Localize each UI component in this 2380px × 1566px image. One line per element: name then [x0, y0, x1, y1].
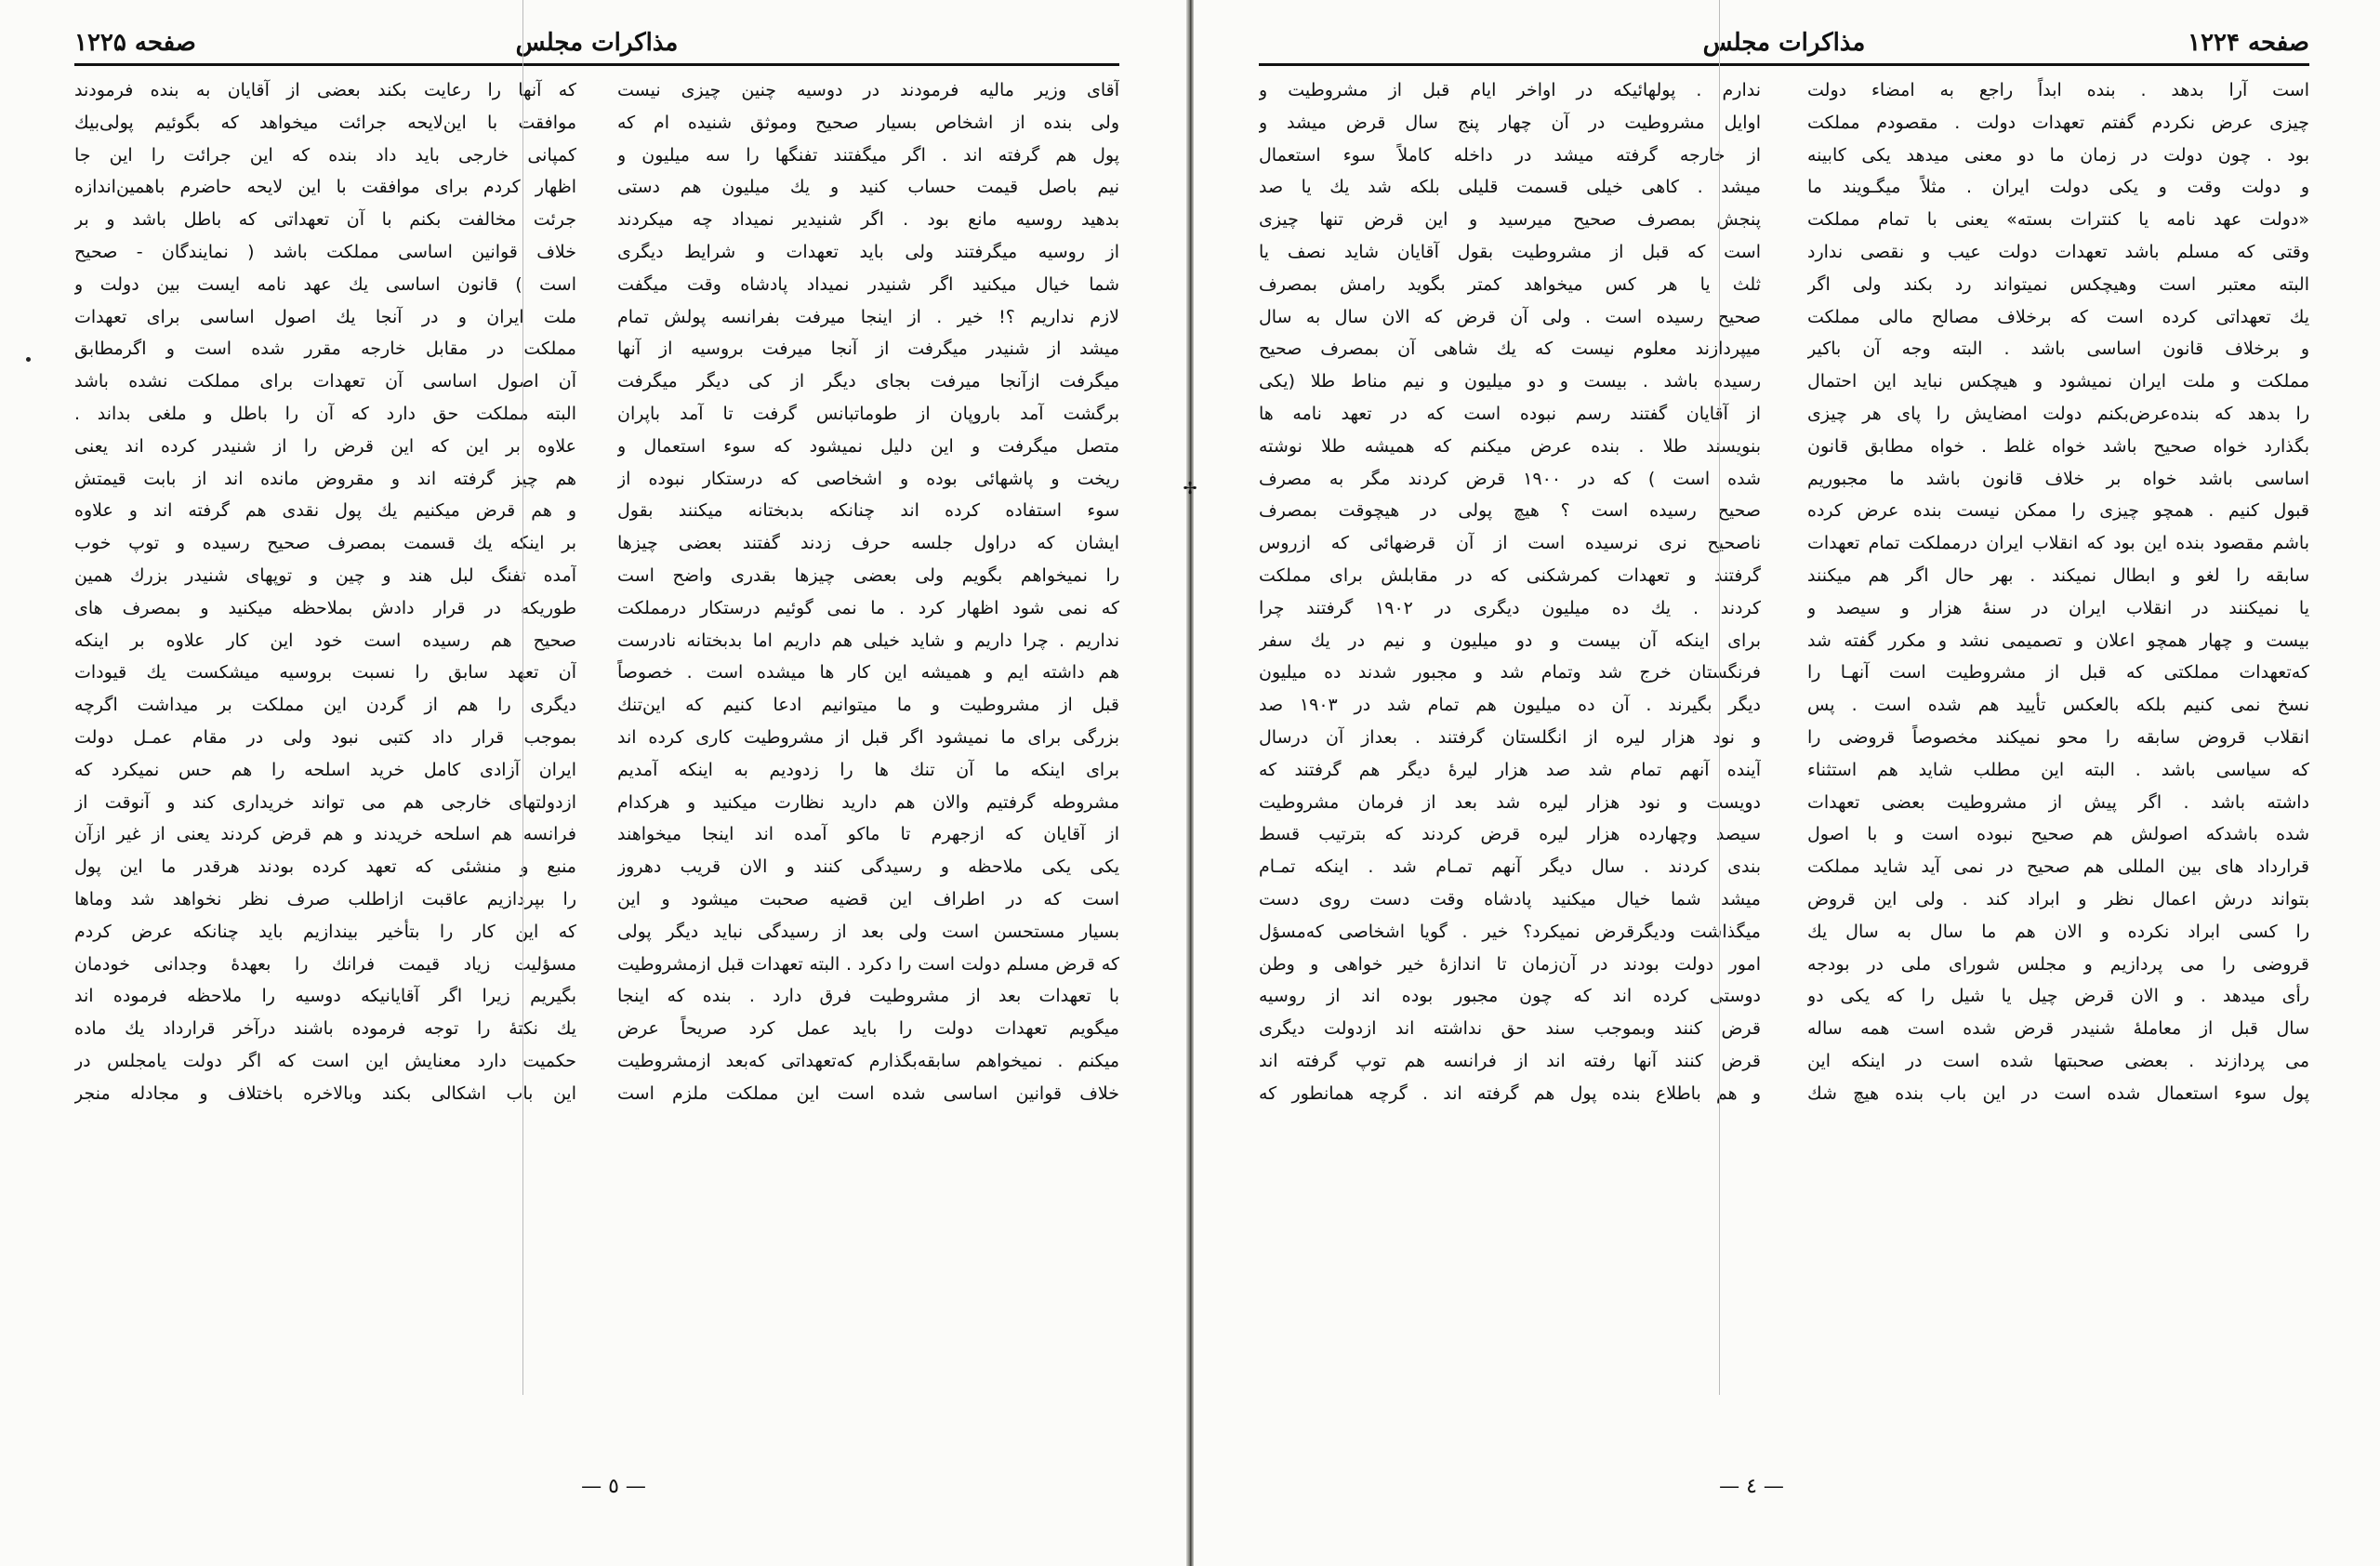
- text-line: سابقه را لغو و ابطال نمیکند . بهر حال اگر هم میکنند: [1807, 564, 2309, 586]
- left-page-running-title: مذاکرات مجلس: [515, 29, 679, 57]
- text-line: که نمی شود اظهار کرد . ما نمی گوئیم درستکار درمملکت: [617, 597, 1119, 618]
- text-line: امور دولت بودند در آن‌زمان تا اندازهٔ خیر خواهی و وطن: [1259, 953, 1761, 975]
- text-line: هم چیز گرفته اند و مقروض مانده اند از بابت قیمتش: [74, 468, 576, 489]
- text-line: میشد از شنیدر میگرفت از آنجا میرفت بروسیه از آنها: [617, 338, 1119, 360]
- text-line: قرض کنند آنها رفته اند از فرانسه هم توپ گرفته اند: [1259, 1050, 1761, 1071]
- text-line: و هم باطلاع بنده پول هم گرفته اند . گرچه همانطور که: [1259, 1082, 1761, 1104]
- text-line: ازدولتهای خارجی هم می تواند خریداری کند و آنوقت از: [74, 791, 576, 813]
- text-line: کمپانی خارجی باید داد بنده که این جرائت را این جا: [74, 144, 576, 166]
- text-line: دوستی کرده اند که چون مجبور بوده اند از روسیه: [1259, 986, 1761, 1007]
- text-line: و هم قرض میکنیم یك پول نقدی هم گرفته اند و علاوه: [74, 500, 576, 522]
- right-page-column-right: [1807, 74, 2309, 1469]
- text-line: که‌تعهدات مملکتی که قبل از مشروطیت است آنهـا را: [1807, 662, 2309, 683]
- text-line: است که قبل از مشروطیت بقول آقایان شاید نصف یا: [1259, 241, 1761, 262]
- right-page-header-rule: [1259, 63, 2309, 66]
- text-line: از آقایان که ازجهرم تا ماکو آمده اند اینجا میخواهند: [617, 824, 1119, 845]
- text-line: نسخ نمی کنیم بلکه بالعکس تأیید هم شده است . پس: [1807, 695, 2309, 716]
- text-line: گرفتند و تعهدات کمرشکنی که در مقابلش برای مملکت: [1259, 564, 1761, 586]
- left-page-footer-number: — ٥ —: [581, 1475, 646, 1498]
- text-line: قبل از مشروطیت و ما میتوانیم ادعا کنیم که این‌تنك: [617, 695, 1119, 716]
- text-line: میشد . کاهی خیلی قسمت قلیلی بلکه شد یك یا صد: [1259, 177, 1761, 198]
- text-line: ایران آزادی کامل خرید اسلحه را هم حس نمیکرد که: [74, 759, 576, 780]
- text-line: و نود هزار لیره از انگلستان گرفتند . بعداز آن درسال: [1259, 726, 1761, 748]
- text-line: آینده آنهم تمام شد صد هزار لیرهٔ دیگر هم گرفتند که: [1259, 759, 1761, 780]
- text-line: صحیح هم رسیده است خود این کار علاوه بر اینکه: [74, 630, 576, 651]
- text-line: بگیریم زیرا اگر آقایانیکه دوسیه را ملاحظه فرموده اند: [74, 986, 576, 1007]
- text-line: مشروطه گرفتیم والان هم دارید نظارت میکنید و هرکدام: [617, 791, 1119, 813]
- text-line: شما خیال میکنید اگر شنیدر نمیداد پادشاه وقت میگفت: [617, 273, 1119, 295]
- text-line: میگویم تعهدات دولت را باید عمل کرد صریحاً عرض: [617, 1018, 1119, 1040]
- text-line: آقای وزیر مالیه فرمودند در دوسیه چنین چیزی نیست: [617, 80, 1119, 100]
- text-line: که قرض مسلم دولت است را دکرد . البته تعهدات قبل ازمشروطیت: [617, 953, 1119, 975]
- text-line: موافقت با این‌لایحه جرائت میخواهد که بگوئیم پولی‌بیك: [74, 112, 576, 133]
- gutter-binding-mark: ✢: [1183, 479, 1197, 498]
- text-line: میگرفت ازآنجا میرفت بجای دیگر از کی دیگر میگرفت: [617, 371, 1119, 392]
- right-page-footer-number: — ٤ —: [1719, 1475, 1784, 1498]
- right-page-columns: [1259, 74, 2309, 1469]
- text-line: باشم مقصود بنده این بود که انقلاب ایران درمملکت تمام تعهدات: [1807, 533, 2309, 554]
- text-line: یك نکتهٔ را توجه فرموده باشند درآخر قرارداد یك ماده: [74, 1018, 576, 1040]
- left-page-column-left-text: [74, 74, 576, 1110]
- text-line: بندی کردند . سال دیگر آنهم تمـام شد . اینکه تمـام: [1259, 856, 1761, 878]
- text-line: اظهار کردم برای موافقت با این لایحه حاضرم باهمین‌اندازه: [74, 177, 576, 198]
- text-line: پول سوء استعمال شده است در این باب بنده هیچ شك: [1807, 1082, 2309, 1104]
- text-line: صحیح رسیده است ؟ هیچ پولی در هیچوقت بمصرف: [1259, 500, 1761, 522]
- right-page-column-left-text: [1259, 74, 1761, 1110]
- text-line: بتواند درش اعمال نظر و ابراد کند . ولی این قروض: [1807, 888, 2309, 909]
- text-line: فرانسه هم اسلحه خریدند و هم قرض کردند یعنی از غیر ازآن: [74, 824, 576, 845]
- text-line: می پردازند . بعضی صحبتها شده است در اینکه این: [1807, 1050, 2309, 1071]
- text-line: قبول کنیم . همچو چیزی را ممکن نیست بنده عرض کرده: [1807, 500, 2309, 522]
- text-line: قروضی را می پردازیم و مجلس شورای ملی در بودجه: [1807, 953, 2309, 975]
- text-line: نداریم . چرا داریم و شاید خیلی هم داریم اما بدبختانه نادرست: [617, 630, 1119, 651]
- text-line: نیم باصل قیمت حساب کنید و یك میلیون هم دستی: [617, 177, 1119, 198]
- text-line: از آقایان گفتند رسم نبوده است که در تعهد نامه ها: [1259, 403, 1761, 424]
- text-line: متصل میگرفت و این دلیل نمیشود که سوء استعمال و: [617, 435, 1119, 457]
- text-line: اوایل مشروطیت در آن چهار پنج سال قرض میشد و: [1259, 112, 1761, 133]
- text-line: آمده تفنگ لبل هند و چین و توپهای شنیدر بزرك همین: [74, 564, 576, 586]
- text-line: و دولت وقت و یکی دولت ایران . مثلاً میگـویند ما: [1807, 177, 2309, 198]
- text-line: رسیده باشد . بیست و دو میلیون و نیم مناط طلا (یکی: [1259, 371, 1761, 392]
- text-line: بموجب قرار داد کتبی نبود ولی در مقام عمـل دولت: [74, 726, 576, 748]
- text-line: حکمیت دارد معنایش این است که اگر دولت یامجلس در: [74, 1050, 576, 1071]
- left-page-column-right-text: [617, 74, 1119, 1110]
- text-line: را نمیخواهم بگویم ولی بعضی چیزها بقدری واضح است: [617, 564, 1119, 586]
- text-line: برای اینکه ما آن تنك ها را زدودیم به اینکه آمدیم: [617, 759, 1119, 780]
- text-line: از خارجه گرفته میشد در داخله کاملاً سوء استعمال: [1259, 144, 1761, 166]
- text-line: ایشان که دراول جلسه حرف زدند گفتند بعضی چیزها: [617, 533, 1119, 554]
- text-line: ولی بنده از اشخاص بسیار صحیح وموثق شنیده ام که: [617, 112, 1119, 133]
- text-line: سال قبل از معاملهٔ شنیدر قرض شده است همه ساله: [1807, 1018, 2309, 1040]
- text-line: که سیاسی باشد . البته این مطلب شاید هم استثناء: [1807, 759, 2309, 780]
- text-line: بگذارد خواه صحیح باشد خواه غلط . خواه مطابق قانون: [1807, 435, 2309, 457]
- text-line: بر اینکه یك قسمت بمصرف صحیح رسیده و توپ خوب: [74, 533, 576, 554]
- text-line: پول هم گرفته اند . اگر میگفتند تفنگها را سه میلیون و: [617, 144, 1119, 166]
- text-line: یکی یکی ملاحظه و رسیدگی کنند و الان قریب دهروز: [617, 856, 1119, 878]
- text-line: میپردازند معلوم نیست که یك شاهی آن بمصرف صحیح: [1259, 338, 1761, 360]
- left-page-column-right: [617, 74, 1119, 1469]
- right-page-header: [1259, 24, 2309, 65]
- right-page-column-left: [1259, 74, 1761, 1469]
- text-line: بدهید روسیه مانع بود . اگر شنیدیر نمیداد چه میکردند: [617, 209, 1119, 231]
- text-line: خلاف قوانین اساسی مملکت باشد ( نمایندگان - صحیح: [74, 241, 576, 262]
- text-line: اساسی باشد خواه بر خلاف قانون باشد ما مجبوریم: [1807, 468, 2309, 489]
- text-line: بنویسند طلا . بنده عرض میکنم که همیشه طلا نوشته: [1259, 435, 1761, 457]
- text-line: را بدهد که بنده‌عرض‌بکنم دولت امضایش را پای هر چیزی: [1807, 403, 2309, 424]
- text-line: است که در اطراف این قضیه صحبت میشود و این: [617, 888, 1119, 909]
- left-page-columns: [74, 74, 1119, 1469]
- text-line: سیصد وچهارده هزار لیره قرض کردند که بترتیب قسط: [1259, 824, 1761, 845]
- text-line: بسیار مستحسن است ولی بعد از رسیدگی نباید دیگر پولی: [617, 921, 1119, 942]
- text-line: یا نمیکنند در انقلاب ایران در سنهٔ هزار و سیصد و: [1807, 597, 2309, 618]
- left-page-header-rule: [74, 63, 1119, 66]
- right-page-number-label: صفحه ۱۲۲۴: [2188, 29, 2309, 57]
- left-page-column-divider: [522, 0, 523, 1395]
- text-line: است ) قانون اساسی یك عهد نامه ایست بین دولت و: [74, 273, 576, 295]
- text-line: را کسی ابراد نکرده و الان هم ما سال به سال یك: [1807, 921, 2309, 942]
- text-line: است آرا بدهد . بنده ابداً راجع به امضاء دولت: [1807, 80, 2309, 100]
- text-line: صحیح رسیده است . ولی آن قرض که الان سال به سال: [1259, 306, 1761, 327]
- text-line: بیست و چهار همچو اعلان و تصمیمی نشد و مکرر گفته شد: [1807, 630, 2309, 651]
- text-line: هم داشته ایم و همیشه این کار ها میشده است . خصوصاً: [617, 662, 1119, 683]
- text-line: طوریکه در قرار دادش بملاحظه میکنید و بمصرف های: [74, 597, 576, 618]
- right-page-column-divider: [1719, 0, 1720, 1395]
- text-line: ریخت و پاشهائی بوده و اشخاصی که درستکار نبوده از: [617, 468, 1119, 489]
- text-line: بود . چون دولت در زمان ما دو معنی میدهد یکی کابینه: [1807, 144, 2309, 166]
- text-line: با تعهدات بعد از مشروطیت فرق دارد . بنده که اینجا: [617, 986, 1119, 1007]
- left-page-column-left: [74, 74, 576, 1469]
- text-line: مملکت و ملت ایران نمیشود و هیچکس نباید این احتمال: [1807, 371, 2309, 392]
- text-line: سوء استفاده کرده اند چنانکه بدبختانه میکنند بقول: [617, 500, 1119, 522]
- text-line: میگذاشت ودیگرقرض نمیکرد؟ خیر . گویا اشخاصی که‌مسؤل: [1259, 921, 1761, 942]
- text-line: البته مملکت حق دارد که آن را باطل و ملغی بداند .: [74, 403, 576, 424]
- text-line: وقتی که مسلم باشد تعهدات دولت عیب و نقصی ندارد: [1807, 241, 2309, 262]
- text-line: برگشت آمد باروپان از طوماتبانس گرفت تا آمد باپران: [617, 403, 1119, 424]
- text-line: لازم نداریم ؟! خیر . از اینجا میرفت بفرانسه پولش تمام: [617, 306, 1119, 327]
- text-line: دیگری را هم از گردن این مملکت بر میداشت اگرچه: [74, 695, 576, 716]
- text-line: قرض کنند وبموجب سند حق نداشته اند ازدولت دیگری: [1259, 1018, 1761, 1040]
- text-line: از روسیه میگرفتند ولی باید تعهدات و شرایط دیگری: [617, 241, 1119, 262]
- text-line: برای اینکه آن بیست و دو میلیون و نیم در یك سفر: [1259, 630, 1761, 651]
- text-line: آن اصول اساسی آن تعهدات برای مملکت نشده باشد: [74, 371, 576, 392]
- text-line: بزرگی برای ما نمیشود اگر قبل از مشروطیت کاری کرده اند: [617, 726, 1119, 748]
- text-line: ندارم . پولهائیکه در اواخر ایام قبل از مشروطیت و: [1259, 80, 1761, 100]
- text-line: که آنها را رعایت بکند بعضی از آقایان به بنده فرمودند: [74, 80, 576, 100]
- text-line: یك تعهداتی کرده است که برخلاف مصالح مالی مملکت: [1807, 306, 2309, 327]
- text-line: دویست و نود هزار لیره شد بعد از فرمان مشروطیت: [1259, 791, 1761, 813]
- text-line: منبع و منشئی که تعهد کرده بودند هرقدر ما این پول: [74, 856, 576, 878]
- text-line: این باب اشکالی بکند وبالاخره باختلاف و مجادله منجر: [74, 1082, 576, 1104]
- text-line: شده است ) که در ۱۹۰۰ قرض کردند مگر به مصرف: [1259, 468, 1761, 489]
- text-line: قرارداد های بین المللی هم صحیح در نمی آید شاید مملکت: [1807, 856, 2309, 878]
- text-line: که این کار را بتأخیر بیندازیم باید چنانکه عرض کردم: [74, 921, 576, 942]
- right-page-running-title: مذاکرات مجلس: [1702, 29, 1866, 57]
- text-line: میکنم . نمیخواهم سابقه‌بگذارم که‌تعهداتی که‌بعد ازمشروطیت: [617, 1050, 1119, 1071]
- text-line: «دولت عهد نامه یا کنترات بسته» یعنی با تمام مملکت: [1807, 209, 2309, 231]
- text-line: را بپردازیم عاقبت ازاطلب صرف نظر نخواهد شد وماها: [74, 888, 576, 909]
- text-line: ملت ایران و در آنجا یك اصول اساسی برای تعهدات: [74, 306, 576, 327]
- text-line: چیزی عرض نکردم گفتم تعهدات دولت . مقصودم مملکت: [1807, 112, 2309, 133]
- left-page-header: [74, 24, 1119, 65]
- text-line: البته معتبر است وهیچکس نمیتواند رد بکند ولی اگر: [1807, 273, 2309, 295]
- text-line: کردند . یك ده میلیون دیگری در ۱۹۰۲ گرفتند چرا: [1259, 597, 1761, 618]
- text-line: علاوه بر این که این قرض را از شنیدر کرده اند یعنی: [74, 435, 576, 457]
- text-line: انقلاب قروض سابقه را محو نمیکند مخصوصاً قروضی را: [1807, 726, 2309, 748]
- text-line: مملکت در مقابل خارجه مقرر شده است و اگرمطابق: [74, 338, 576, 360]
- text-line: و برخلاف قانون اساسی باشد . البته وجه آن باکیر: [1807, 338, 2309, 360]
- text-line: میشد شما خیال میکنید پادشاه وقت دست روی دست: [1259, 888, 1761, 909]
- book-gutter: [1186, 0, 1194, 1566]
- text-line: داشته باشد . اگر پیش از مشروطیت بعضی تعهدات: [1807, 791, 2309, 813]
- text-line: آن تعهد سابق را نسبت بروسیه میشکست یك قیودات: [74, 662, 576, 683]
- text-line: ثلث یا هر کس میخواهد کمتر بگوید رامش بمصرف: [1259, 273, 1761, 295]
- text-line: دیگر بگیرند . آن ده میلیون هم تمام شد در ۱۹۰۳ صد: [1259, 695, 1761, 716]
- text-line: فرنگستان خرج شد وتمام شد و مجبور شدند ده میلیون: [1259, 662, 1761, 683]
- text-line: مسؤلیت زیاد قیمت فرانك را بعهدهٔ وجدانی خودمان: [74, 953, 576, 975]
- text-line: رأی میدهد . و الان قرض چیل یا شیل را که یکی دو: [1807, 986, 2309, 1007]
- right-page: [1194, 0, 2380, 1566]
- left-page-number-label: صفحه ۱۲۲۵: [74, 29, 196, 57]
- text-line: پنجش بمصرف صحیح میرسید و این قرض تنها چیزی: [1259, 209, 1761, 231]
- text-line: جرئت مخالفت بکنم با آن تعهداتی که باطل باشد و بر: [74, 209, 576, 231]
- left-page: [0, 0, 1186, 1566]
- right-page-column-right-text: [1807, 74, 2309, 1110]
- text-line: خلاف قوانین اساسی شده است این مملکت ملزم است: [617, 1082, 1119, 1104]
- text-line: ناصحیح نری نرسیده است از آن قرضهائی که ازروس: [1259, 533, 1761, 554]
- text-line: شده باشد‌که اصولش هم صحیح نبوده است و با اصول: [1807, 824, 2309, 845]
